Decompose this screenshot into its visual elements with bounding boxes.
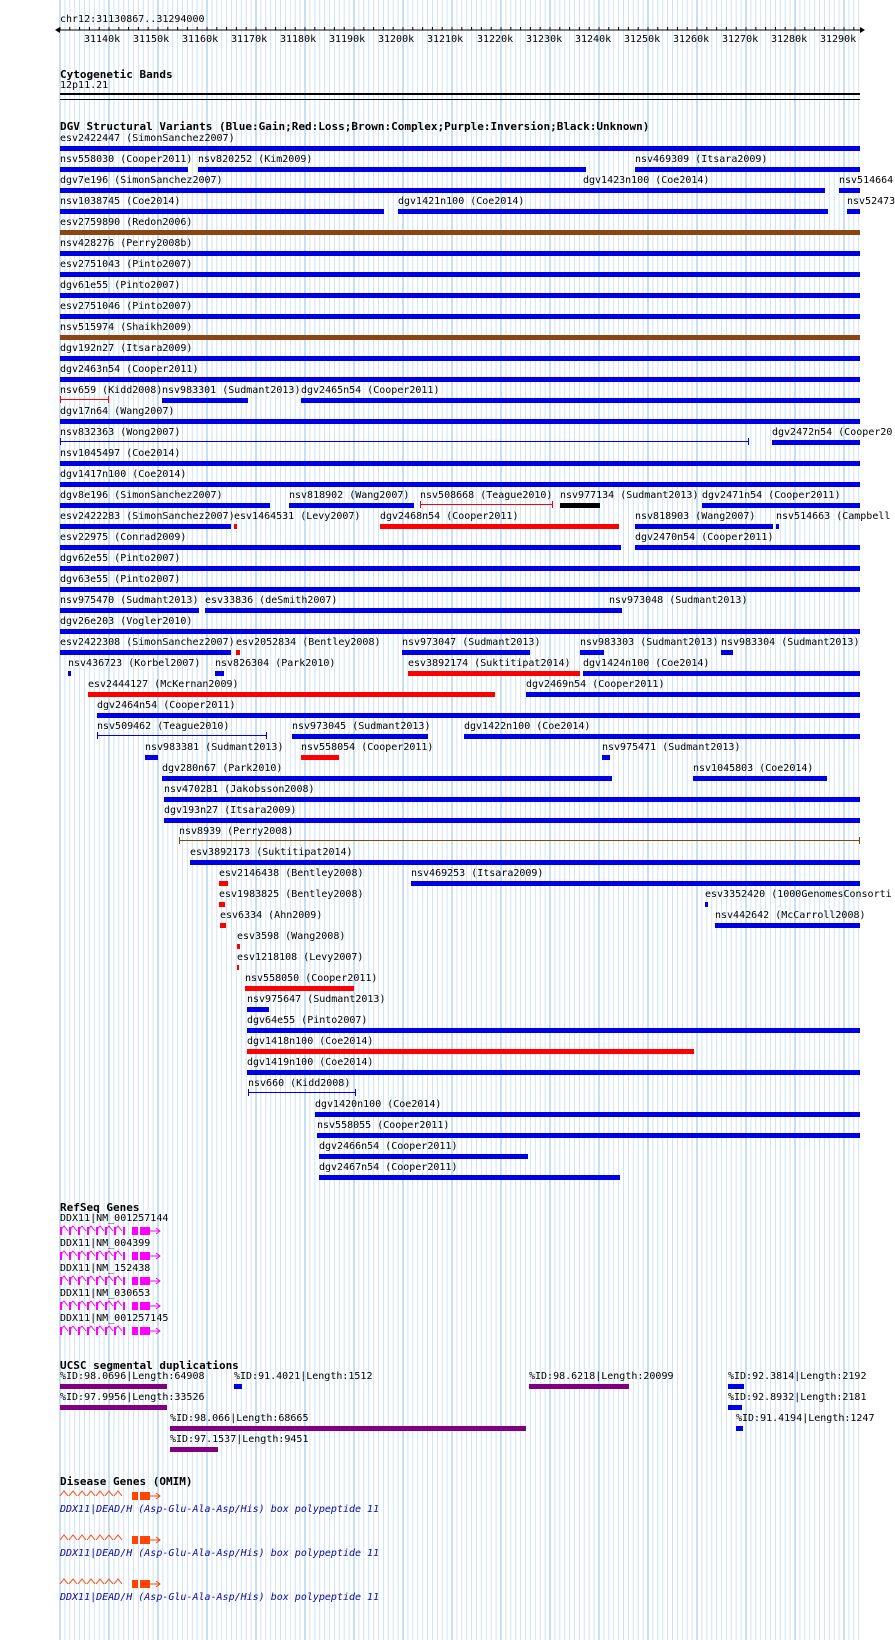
dgv-feature-bar[interactable] bbox=[220, 923, 226, 928]
dgv-feature-label[interactable]: esv6334 (Ahn2009) bbox=[220, 910, 323, 921]
dgv-feature-bar[interactable] bbox=[248, 1092, 356, 1093]
dgv-feature-bar-cap bbox=[355, 1089, 356, 1096]
dgv-feature-bar[interactable] bbox=[60, 566, 860, 571]
dgv-feature-bar[interactable] bbox=[60, 461, 860, 466]
dgv-feature-bar[interactable] bbox=[60, 650, 231, 655]
dgv-feature-label[interactable]: esv1218108 (Levy2007) bbox=[237, 952, 364, 963]
dgv-feature-label[interactable]: nsv983381 (Sudmant2013) bbox=[145, 742, 284, 753]
dgv-feature-label[interactable]: dgv2468n54 (Cooper2011) bbox=[380, 511, 519, 522]
dgv-feature-bar[interactable] bbox=[420, 504, 553, 505]
dgv-feature-label[interactable]: dgv2472n54 (Cooper20 bbox=[772, 427, 893, 438]
dgv-feature-bar-cap bbox=[97, 732, 98, 739]
dgv-feature-bar[interactable] bbox=[301, 755, 339, 760]
dgv-feature-bar[interactable] bbox=[60, 545, 621, 550]
dgv-feature-bar-cap bbox=[266, 732, 267, 739]
dgv-feature-label[interactable]: nsv1045803 (Coe2014) bbox=[693, 763, 814, 774]
dgv-feature-label[interactable]: dgv1417n100 (Coe2014) bbox=[60, 469, 187, 480]
omim-gene-model-icon[interactable] bbox=[60, 1578, 170, 1590]
ruler-tick-label: 31250k bbox=[624, 34, 661, 45]
dgv-feature-bar[interactable] bbox=[60, 503, 270, 508]
dgv-feature-bar[interactable] bbox=[526, 692, 860, 697]
segdup-label[interactable]: %ID:98.066|Length:68665 bbox=[170, 1413, 309, 1424]
dgv-feature-label[interactable]: nsv826304 (Park2010) bbox=[215, 658, 336, 669]
dgv-feature-label[interactable]: nsv975471 (Sudmant2013) bbox=[602, 742, 741, 753]
dgv-feature-bar[interactable] bbox=[839, 188, 860, 193]
omim-gene-label[interactable]: DDX11|DEAD/H (Asp-Glu-Ala-Asp/His) box polypeptide 11 bbox=[60, 1548, 380, 1559]
dgv-feature-bar[interactable] bbox=[215, 671, 224, 676]
ruler-tick-label: 31240k bbox=[575, 34, 612, 45]
segdup-label[interactable]: %ID:92.3814|Length:2192 bbox=[728, 1371, 867, 1382]
dgv-feature-bar[interactable] bbox=[60, 629, 860, 634]
dgv-feature-label[interactable]: esv2751046 (Pinto2007) bbox=[60, 301, 193, 312]
dgv-feature-bar[interactable] bbox=[402, 650, 530, 655]
dgv-feature-bar[interactable] bbox=[602, 755, 610, 760]
dgv-feature-bar-cap bbox=[248, 1089, 249, 1096]
segdup-label[interactable]: %ID:98.0696|Length:64908 bbox=[60, 1371, 205, 1382]
dgv-feature-label[interactable]: dgv1421n100 (Coe2014) bbox=[398, 196, 525, 207]
dgv-feature-bar[interactable] bbox=[408, 671, 580, 676]
segdup-label[interactable]: %ID:91.4194|Length:1247 bbox=[736, 1413, 875, 1424]
dgv-feature-label[interactable]: nsv1045497 (Coe2014) bbox=[60, 448, 181, 459]
dgv-feature-label[interactable]: dgv2467n54 (Cooper2011) bbox=[319, 1162, 458, 1173]
ruler-tick-label: 31270k bbox=[722, 34, 759, 45]
dgv-feature-bar[interactable] bbox=[219, 881, 228, 886]
dgv-feature-label[interactable]: dgv1422n100 (Coe2014) bbox=[464, 721, 591, 732]
dgv-feature-label[interactable]: esv2422283 (SimonSanchez2007) bbox=[60, 511, 235, 522]
dgv-feature-label[interactable]: esv2759890 (Redon2006) bbox=[60, 217, 193, 228]
dgv-feature-label[interactable]: esv2052834 (Bentley2008) bbox=[236, 637, 381, 648]
dgv-feature-bar[interactable] bbox=[97, 713, 860, 718]
dgv-title: DGV Structural Variants (Blue:Gain;Red:Loss;Brown:Complex;Purple:Inversion;Black:Unknown) bbox=[60, 120, 650, 133]
dgv-feature-label[interactable]: nsv428276 (Perry2008b) bbox=[60, 238, 193, 249]
segdup-bar[interactable] bbox=[170, 1426, 526, 1431]
dgv-feature-label[interactable]: dgv2463n54 (Cooper2011) bbox=[60, 364, 199, 375]
dgv-feature-bar[interactable] bbox=[190, 860, 860, 865]
dgv-feature-bar[interactable] bbox=[60, 272, 860, 277]
segdup-bar[interactable] bbox=[736, 1426, 743, 1431]
dgv-feature-label[interactable]: nsv983303 (Sudmant2013) bbox=[580, 637, 719, 648]
dgv-feature-label[interactable]: dgv2471n54 (Cooper2011) bbox=[702, 490, 841, 501]
dgv-feature-bar[interactable] bbox=[247, 1070, 860, 1075]
ruler-tick-label: 31290k bbox=[820, 34, 857, 45]
dgv-feature-label[interactable]: esv2422308 (SimonSanchez2007) bbox=[60, 637, 235, 648]
dgv-feature-bar[interactable] bbox=[609, 608, 622, 613]
dgv-feature-label[interactable]: nsv470281 (Jakobsson2008) bbox=[164, 784, 315, 795]
ruler-tick-label: 31280k bbox=[771, 34, 808, 45]
refseq-gene-model-icon[interactable] bbox=[60, 1250, 170, 1262]
refseq-gene-model-icon[interactable] bbox=[60, 1225, 170, 1237]
dgv-feature-bar[interactable] bbox=[60, 524, 231, 529]
dgv-feature-bar-cap bbox=[552, 501, 553, 508]
dgv-feature-bar[interactable] bbox=[60, 608, 199, 613]
dgv-feature-label[interactable]: nsv977134 (Sudmant2013) bbox=[560, 490, 699, 501]
dgv-feature-label[interactable]: nsv558054 (Cooper2011) bbox=[301, 742, 434, 753]
dgv-feature-label[interactable]: nsv558055 (Cooper2011) bbox=[317, 1120, 450, 1131]
dgv-feature-label[interactable]: dgv2469n54 (Cooper2011) bbox=[526, 679, 665, 690]
dgv-feature-label[interactable]: esv1983825 (Bentley2008) bbox=[219, 889, 364, 900]
dgv-feature-bar[interactable] bbox=[145, 755, 158, 760]
segdup-bar[interactable] bbox=[170, 1447, 218, 1452]
dgv-feature-bar[interactable] bbox=[60, 377, 860, 382]
dgv-feature-label[interactable]: nsv436723 (Korbel2007) bbox=[68, 658, 201, 669]
omim-gene-label[interactable]: DDX11|DEAD/H (Asp-Glu-Ala-Asp/His) box polypeptide 11 bbox=[60, 1592, 380, 1603]
dgv-feature-label[interactable]: nsv973048 (Sudmant2013) bbox=[609, 595, 748, 606]
dgv-feature-label[interactable]: dgv61e55 (Pinto2007) bbox=[60, 280, 181, 291]
omim-gene-label[interactable]: DDX11|DEAD/H (Asp-Glu-Ala-Asp/His) box polypeptide 11 bbox=[60, 1504, 380, 1515]
dgv-feature-bar[interactable] bbox=[245, 986, 354, 991]
dgv-feature-label[interactable]: nsv975470 (Sudmant2013) bbox=[60, 595, 199, 606]
dgv-feature-bar[interactable] bbox=[60, 188, 583, 193]
refseq-gene-label[interactable]: DDX11|NM_030653 bbox=[60, 1288, 151, 1299]
dgv-feature-bar[interactable] bbox=[319, 1154, 528, 1159]
cyto-band-bar bbox=[60, 93, 860, 95]
ruler-tick-label: 31220k bbox=[477, 34, 514, 45]
dgv-feature-label[interactable]: nsv469253 (Itsara2009) bbox=[411, 868, 544, 879]
dgv-feature-bar[interactable] bbox=[580, 650, 604, 655]
dgv-feature-label[interactable]: nsv975647 (Sudmant2013) bbox=[247, 994, 386, 1005]
dgv-feature-label[interactable]: dgv1423n100 (Coe2014) bbox=[583, 175, 710, 186]
dgv-feature-label[interactable]: nsv818903 (Wang2007) bbox=[635, 511, 756, 522]
refseq-gene-label[interactable]: DDX11|NM_001257144 bbox=[60, 1213, 169, 1224]
dgv-feature-label[interactable]: dgv26e203 (Vogler2010) bbox=[60, 616, 193, 627]
dgv-feature-bar-cap bbox=[420, 501, 421, 508]
dgv-feature-label[interactable]: dgv8e196 (SimonSanchez2007) bbox=[60, 490, 223, 501]
segdup-bar[interactable] bbox=[728, 1405, 742, 1410]
dgv-feature-bar-cap bbox=[179, 837, 180, 844]
ruler-tick-label: 31160k bbox=[182, 34, 219, 45]
dgv-feature-bar[interactable] bbox=[702, 503, 860, 508]
dgv-feature-bar[interactable] bbox=[60, 230, 860, 235]
dgv-feature-bar[interactable] bbox=[205, 608, 609, 613]
dgv-feature-bar[interactable] bbox=[635, 167, 860, 172]
dgv-feature-label[interactable]: nsv558050 (Cooper2011) bbox=[245, 973, 378, 984]
dgv-feature-bar-cap bbox=[748, 438, 749, 445]
dgv-feature-label[interactable]: esv2444127 (McKernan2009) bbox=[88, 679, 239, 690]
dgv-feature-bar[interactable] bbox=[560, 503, 600, 508]
dgv-feature-bar[interactable] bbox=[247, 1049, 694, 1054]
dgv-feature-bar[interactable] bbox=[705, 902, 708, 907]
dgv-feature-label[interactable]: nsv983301 (Sudmant2013) bbox=[162, 385, 301, 396]
dgv-feature-bar[interactable] bbox=[164, 797, 860, 802]
dgv-feature-label[interactable]: nsv983304 (Sudmant2013) bbox=[721, 637, 860, 648]
dgv-feature-bar[interactable] bbox=[219, 902, 225, 907]
dgv-feature-bar[interactable] bbox=[289, 503, 414, 508]
dgv-feature-label[interactable]: esv2751043 (Pinto2007) bbox=[60, 259, 193, 270]
dgv-feature-bar[interactable] bbox=[60, 441, 749, 442]
dgv-feature-label[interactable]: nsv558030 (Cooper2011) bbox=[60, 154, 193, 165]
ruler-tick-label: 31190k bbox=[329, 34, 366, 45]
dgv-feature-bar[interactable] bbox=[398, 209, 828, 214]
dgv-feature-label[interactable]: dgv1424n100 (Coe2014) bbox=[583, 658, 710, 669]
refseq-gene-model-icon[interactable] bbox=[60, 1325, 170, 1337]
dgv-feature-bar[interactable] bbox=[198, 167, 586, 172]
refseq-title: RefSeq Genes bbox=[60, 1201, 140, 1214]
dgv-feature-label[interactable]: esv2422447 (SimonSanchez2007) bbox=[60, 133, 235, 144]
dgv-feature-label[interactable]: esv3892173 (Suktitipat2014) bbox=[190, 847, 353, 858]
dgv-feature-bar[interactable] bbox=[60, 146, 860, 151]
dgv-feature-bar[interactable] bbox=[60, 167, 188, 172]
dgv-feature-label[interactable]: nsv973047 (Sudmant2013) bbox=[402, 637, 541, 648]
dgv-feature-label[interactable]: dgv193n27 (Itsara2009) bbox=[164, 805, 297, 816]
dgv-feature-label[interactable]: dgv280n67 (Park2010) bbox=[162, 763, 283, 774]
dgv-feature-label[interactable]: dgv192n27 (Itsara2009) bbox=[60, 343, 193, 354]
dgv-feature-bar-cap bbox=[108, 396, 109, 403]
ruler-tick-label: 31210k bbox=[427, 34, 464, 45]
refseq-gene-model-icon[interactable] bbox=[60, 1300, 170, 1312]
segdup-label[interactable]: %ID:98.6218|Length:20099 bbox=[529, 1371, 674, 1382]
dgv-feature-bar[interactable] bbox=[583, 671, 860, 676]
dgv-feature-label[interactable]: dgv1419n100 (Coe2014) bbox=[247, 1057, 374, 1068]
segdup-bar[interactable] bbox=[234, 1384, 242, 1389]
dgv-feature-label[interactable]: nsv509462 (Teague2010) bbox=[97, 721, 230, 732]
dgv-feature-label[interactable]: nsv8939 (Perry2008) bbox=[179, 826, 294, 837]
dgv-feature-label[interactable]: nsv660 (Kidd2008) bbox=[248, 1078, 351, 1089]
dgv-feature-label[interactable]: nsv508668 (Teague2010) bbox=[420, 490, 553, 501]
dgv-feature-bar[interactable] bbox=[237, 944, 240, 949]
ruler-tick-label: 31150k bbox=[133, 34, 170, 45]
dgv-feature-label[interactable]: esv33836 (deSmith2007) bbox=[205, 595, 338, 606]
refseq-gene-label[interactable]: DDX11|NM_152438 bbox=[60, 1263, 151, 1274]
dgv-feature-label[interactable]: dgv2470n54 (Cooper2011) bbox=[635, 532, 774, 543]
refseq-gene-label[interactable]: DDX11|NM_001257145 bbox=[60, 1313, 169, 1324]
dgv-feature-bar-cap bbox=[60, 396, 61, 403]
dgv-feature-bar[interactable] bbox=[776, 524, 779, 529]
dgv-feature-bar[interactable] bbox=[635, 524, 773, 529]
dgv-feature-label[interactable]: nsv514663 (Campbell bbox=[776, 511, 891, 522]
dgv-feature-label[interactable]: nsv820252 (Kim2009) bbox=[198, 154, 313, 165]
dgv-feature-bar[interactable] bbox=[464, 734, 860, 739]
dgv-feature-bar[interactable] bbox=[88, 692, 495, 697]
dgv-feature-label[interactable]: nsv832363 (Wong2007) bbox=[60, 427, 181, 438]
dgv-feature-bar[interactable] bbox=[301, 398, 860, 403]
dgv-feature-label[interactable]: dgv1418n100 (Coe2014) bbox=[247, 1036, 374, 1047]
segdup-bar[interactable] bbox=[60, 1384, 167, 1389]
dgv-feature-label[interactable]: nsv469309 (Itsara2009) bbox=[635, 154, 768, 165]
dgv-feature-bar[interactable] bbox=[583, 188, 825, 193]
dgv-feature-bar[interactable] bbox=[60, 399, 109, 400]
dgv-feature-bar[interactable] bbox=[237, 965, 239, 970]
cyto-title: Cytogenetic Bands bbox=[60, 68, 173, 81]
dgv-feature-label[interactable]: esv1464531 (Levy2007) bbox=[234, 511, 361, 522]
dgv-feature-bar[interactable] bbox=[68, 671, 71, 676]
dgv-feature-label[interactable]: nsv818902 (Wang2007) bbox=[289, 490, 410, 501]
cyto-band-label[interactable]: 12p11.21 bbox=[60, 80, 109, 91]
dgv-feature-label[interactable]: dgv7e196 (SimonSanchez2007) bbox=[60, 175, 223, 186]
segdup-label[interactable]: %ID:97.9956|Length:33526 bbox=[60, 1392, 205, 1403]
segdup-bar[interactable] bbox=[728, 1384, 744, 1389]
omim-gene-model-icon[interactable] bbox=[60, 1534, 170, 1546]
dgv-feature-label[interactable]: dgv17n64 (Wang2007) bbox=[60, 406, 175, 417]
ruler-tick-label: 31200k bbox=[378, 34, 415, 45]
dgv-feature-bar[interactable] bbox=[317, 1133, 860, 1138]
dgv-feature-bar[interactable] bbox=[715, 923, 860, 928]
refseq-gene-model-icon[interactable] bbox=[60, 1275, 170, 1287]
dgv-feature-bar[interactable] bbox=[162, 398, 248, 403]
dgv-feature-bar[interactable] bbox=[234, 524, 237, 529]
segdup-label[interactable]: %ID:97.1537|Length:9451 bbox=[170, 1434, 309, 1445]
dgv-feature-label[interactable]: dgv1420n100 (Coe2014) bbox=[315, 1099, 442, 1110]
refseq-gene-label[interactable]: DDX11|NM_004399 bbox=[60, 1238, 151, 1249]
dgv-feature-label[interactable]: esv3598 (Wang2008) bbox=[237, 931, 346, 942]
segdup-label[interactable]: %ID:91.4021|Length:1512 bbox=[234, 1371, 373, 1382]
dgv-feature-bar[interactable] bbox=[772, 440, 860, 445]
dgv-feature-label[interactable]: dgv63e55 (Pinto2007) bbox=[60, 574, 181, 585]
omim-title: Disease Genes (OMIM) bbox=[60, 1475, 193, 1488]
ruler-tick-label: 31180k bbox=[280, 34, 317, 45]
segdup-title: UCSC segmental duplications bbox=[60, 1359, 239, 1372]
omim-gene-model-icon[interactable] bbox=[60, 1490, 170, 1502]
dgv-feature-label[interactable]: dgv2465n54 (Cooper2011) bbox=[301, 385, 440, 396]
dgv-feature-label[interactable]: dgv64e55 (Pinto2007) bbox=[247, 1015, 368, 1026]
dgv-feature-label[interactable]: nsv659 (Kidd2008) bbox=[60, 385, 163, 396]
dgv-feature-bar[interactable] bbox=[60, 251, 860, 256]
dgv-feature-bar[interactable] bbox=[411, 881, 860, 886]
dgv-feature-label[interactable]: esv2146438 (Bentley2008) bbox=[219, 868, 364, 879]
dgv-feature-label[interactable]: nsv515974 (Shaikh2009) bbox=[60, 322, 193, 333]
dgv-feature-label[interactable]: esv3892174 (Suktitipat2014) bbox=[408, 658, 571, 669]
segdup-label[interactable]: %ID:92.8932|Length:2181 bbox=[728, 1392, 867, 1403]
dgv-feature-label[interactable]: nsv514664 bbox=[839, 175, 894, 186]
dgv-feature-bar[interactable] bbox=[97, 735, 267, 736]
ruler-coords: chr12:31130867..31294000 bbox=[60, 14, 205, 25]
ruler-tick-label: 31140k bbox=[84, 34, 121, 45]
dgv-feature-bar[interactable] bbox=[60, 419, 860, 424]
ruler-tick-label: 31170k bbox=[231, 34, 268, 45]
dgv-feature-bar-cap bbox=[859, 837, 860, 844]
dgv-feature-bar[interactable] bbox=[60, 587, 860, 592]
dgv-feature-bar[interactable] bbox=[247, 1007, 269, 1012]
dgv-feature-label[interactable]: esv3352420 (1000GenomesConsorti bbox=[705, 889, 892, 900]
dgv-feature-bar[interactable] bbox=[380, 524, 619, 529]
dgv-feature-bar[interactable] bbox=[164, 818, 860, 823]
dgv-feature-bar[interactable] bbox=[292, 734, 428, 739]
dgv-feature-bar[interactable] bbox=[635, 545, 860, 550]
segdup-bar[interactable] bbox=[60, 1405, 167, 1410]
dgv-feature-label[interactable]: dgv2464n54 (Cooper2011) bbox=[97, 700, 236, 711]
ruler-tick-label: 31230k bbox=[526, 34, 563, 45]
dgv-feature-label[interactable]: dgv2466n54 (Cooper2011) bbox=[319, 1141, 458, 1152]
dgv-feature-bar[interactable] bbox=[60, 293, 860, 298]
dgv-feature-bar[interactable] bbox=[60, 314, 860, 319]
dgv-feature-bar[interactable] bbox=[315, 1112, 860, 1117]
dgv-feature-label[interactable]: esv22975 (Conrad2009) bbox=[60, 532, 187, 543]
dgv-feature-label[interactable]: nsv52473 bbox=[847, 196, 895, 207]
cyto-divider bbox=[60, 99, 860, 100]
dgv-feature-bar[interactable] bbox=[236, 650, 240, 655]
dgv-feature-bar[interactable] bbox=[721, 650, 733, 655]
dgv-feature-bar[interactable] bbox=[60, 335, 860, 340]
dgv-feature-bar[interactable] bbox=[847, 209, 860, 214]
dgv-feature-bar[interactable] bbox=[60, 209, 384, 214]
dgv-feature-bar[interactable] bbox=[247, 1028, 860, 1033]
dgv-feature-label[interactable]: nsv973045 (Sudmant2013) bbox=[292, 721, 431, 732]
segdup-bar[interactable] bbox=[529, 1384, 629, 1389]
dgv-feature-label[interactable]: nsv1038745 (Coe2014) bbox=[60, 196, 181, 207]
ruler-tick-label: 31260k bbox=[673, 34, 710, 45]
dgv-feature-bar-cap bbox=[60, 438, 61, 445]
dgv-feature-bar[interactable] bbox=[60, 356, 860, 361]
dgv-feature-label[interactable]: dgv62e55 (Pinto2007) bbox=[60, 553, 181, 564]
dgv-feature-bar[interactable] bbox=[60, 482, 860, 487]
dgv-feature-bar[interactable] bbox=[162, 776, 612, 781]
dgv-feature-bar[interactable] bbox=[693, 776, 827, 781]
dgv-feature-bar[interactable] bbox=[179, 840, 860, 841]
dgv-feature-bar[interactable] bbox=[319, 1175, 620, 1180]
dgv-feature-label[interactable]: nsv442642 (McCarroll2008) bbox=[715, 910, 866, 921]
